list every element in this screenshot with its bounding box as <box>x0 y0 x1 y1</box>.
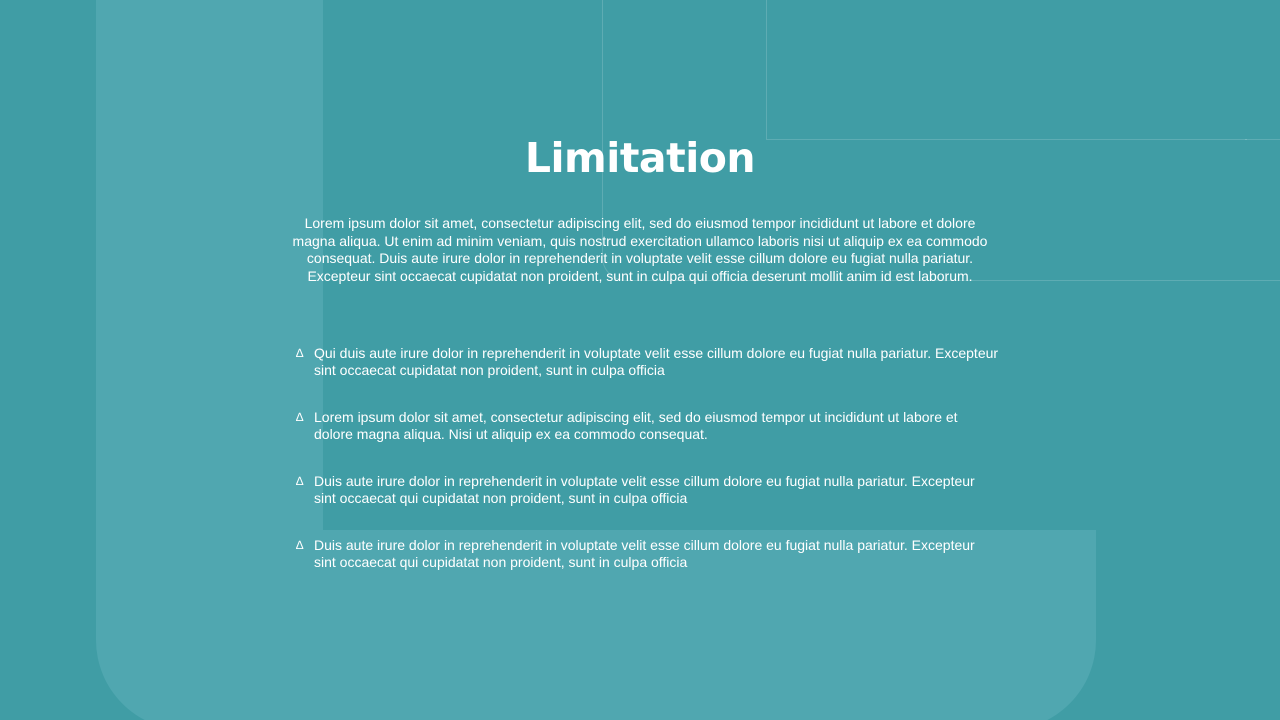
triangle-outline-icon: ∆ <box>296 474 304 488</box>
intro-paragraph: Lorem ipsum dolor sit amet, consectetur adipiscing elit, sed do eiusmod tempor incididunt ut labore et dolore magna aliqua. Ut enim ad minim veniam, quis nostrud exercitation ullamco laboris nisi ut aliquip ex ea commodo consequat. Duis aute irure dolor in reprehenderit in voluptate velit esse cillum dolore eu fugiat nulla pariatur. Excepteur sint occaecat cupidatat non proident, sunt in culpa qui officia deserunt mollit anim id est laborum. <box>292 215 988 284</box>
bullet-text: Duis aute irure dolor in reprehenderit in voluptate velit esse cillum dolore eu fugiat nulla pariatur. Excepteur sint occaecat qui cupidatat non proident, sunt in culpa officia <box>314 473 975 506</box>
bullet-text: Qui duis aute irure dolor in reprehenderit in voluptate velit esse cillum dolore eu fugiat nulla pariatur. Excepteur sint occaecat cupidatat non proident, sunt in culpa officia <box>314 345 999 378</box>
triangle-outline-icon: ∆ <box>296 346 304 360</box>
slide-title: Limitation <box>524 134 756 182</box>
bullet-item <box>296 409 1000 473</box>
bullet-text: Duis aute irure dolor in reprehenderit in voluptate velit esse cillum dolore eu fugiat nulla pariatur. Excepteur sint occaecat qui cupidatat non proident, sunt in culpa officia <box>314 537 975 570</box>
bullet-list <box>296 345 1000 601</box>
bullet-text: Lorem ipsum dolor sit amet, consectetur adipiscing elit, sed do eiusmod tempor ut incididunt ut labore et dolore magna aliqua. Nisi ut aliquip ex ea commodo consequat. <box>314 409 958 442</box>
triangle-outline-icon: ∆ <box>296 410 304 424</box>
bullet-item <box>296 537 1000 601</box>
triangle-outline-icon: ∆ <box>296 538 304 552</box>
bullet-item <box>296 345 1000 409</box>
bullet-item <box>296 473 1000 537</box>
